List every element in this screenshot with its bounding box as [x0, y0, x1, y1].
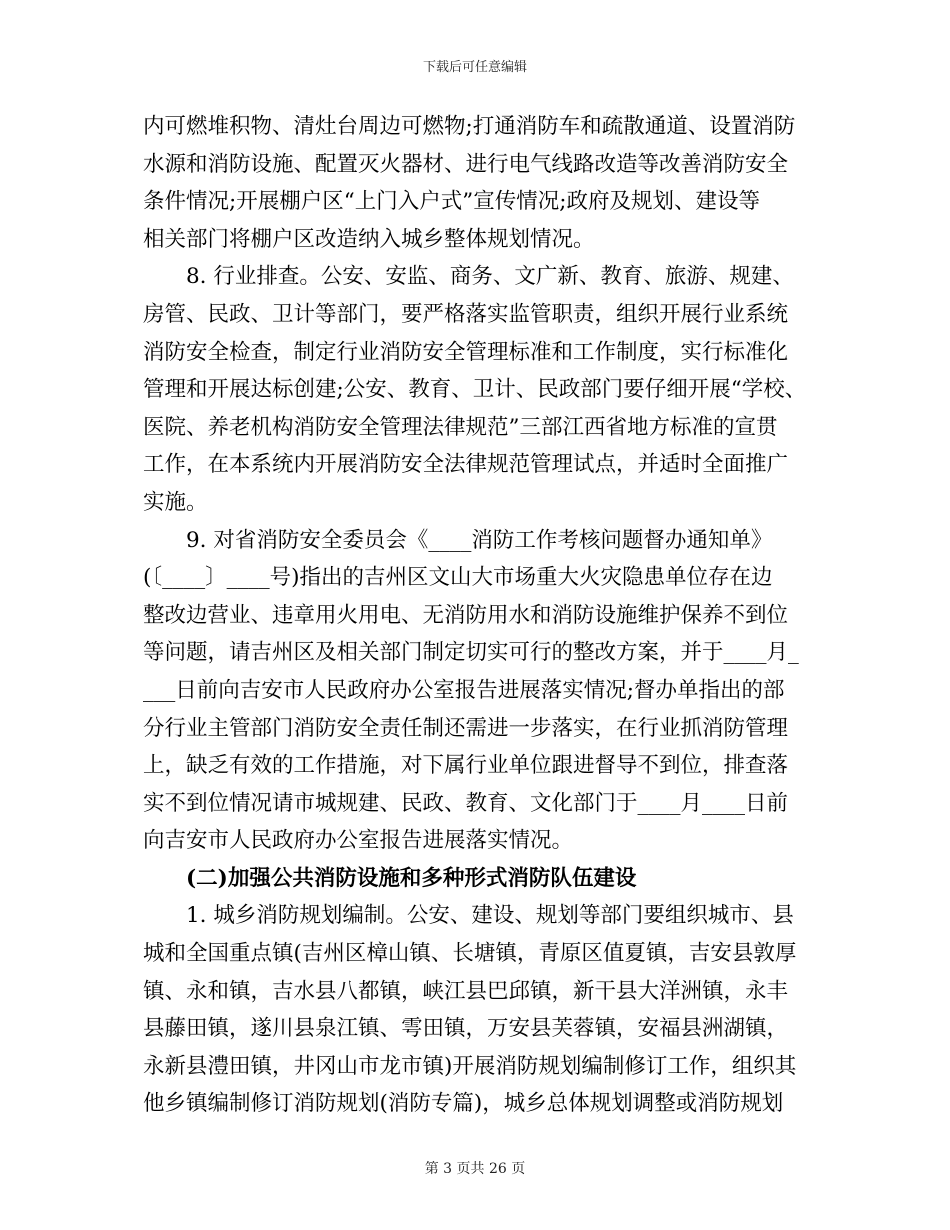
paragraph-intro	[143, 108, 823, 258]
text-line: 县藤田镇，遂川县泉江镇、雩田镇，万安县芙蓉镇，安福县洲湖镇，	[143, 1016, 789, 1042]
text-line: 城和全国重点镇(吉州区樟山镇、长塘镇，青原区值夏镇，吉安县敦厚	[143, 941, 797, 967]
text-line: 管理和开展达标创建;公安、教育、卫计、民政部门要仔细开展“学校、	[143, 377, 807, 403]
paragraph-item-9	[143, 522, 823, 860]
heading-line: (二)加强公共消防设施和多种形式消防队伍建设	[186, 865, 637, 891]
text-line: 工作，在本系统内开展消防安全法律规范管理试点，并适时全面推广	[143, 452, 789, 478]
text-line: 8. 行业排查。公安、安监、商务、文广新、教育、旅游、规建、	[186, 264, 794, 290]
page-header: 下载后可任意编辑	[422, 60, 527, 75]
text-line: 消防安全检查，制定行业消防安全管理标准和工作制度，实行标准化	[143, 339, 789, 365]
text-line: 分行业主管部门消防安全责任制还需进一步落实，在行业抓消防管理	[143, 715, 789, 741]
text-line: 1. 城乡消防规划编制。公安、建设、规划等部门要组织城市、县	[186, 903, 794, 929]
text-line: 实不到位情况请市城规建、民政、教育、文化部门于____月____日前	[143, 790, 789, 816]
text-line: 房管、民政、卫计等部门，要严格落实监管职责，组织开展行业系统	[143, 301, 789, 327]
text-line: 上，缺乏有效的工作措施，对下属行业单位跟进督导不到位，排查落	[143, 753, 789, 779]
text-line: 9. 对省消防安全委员会《____消防工作考核问题督办通知单》	[186, 527, 773, 553]
text-line: 相关部门将棚户区改造纳入城乡整体规划情况。	[143, 226, 595, 252]
text-line: 内可燃堆积物、清灶台周边可燃物;打通消防车和疏散通道、设置消防	[143, 114, 796, 139]
text-line: 实施。	[143, 489, 208, 515]
text-line: 等问题，请吉州区及相关部门制定切实可行的整改方案，并于____月_	[143, 640, 799, 666]
text-line: 条件情况;开展棚户区“上门入户式”宣传情况;政府及规划、建设等	[143, 189, 760, 215]
text-line: 向吉安市人民政府办公室报告进展落实情况。	[143, 828, 574, 854]
section-heading	[143, 860, 823, 898]
text-line: 整改边营业、违章用火用电、无消防用水和消防设施维护保养不到位	[143, 602, 789, 628]
text-line: (〔____〕____号)指出的吉州区文山大市场重大火灾隐患单位存在边	[143, 565, 773, 591]
text-line: ___日前向吉安市人民政府办公室报告进展落实情况;督办单指出的部	[143, 677, 785, 703]
text-line: 永新县澧田镇，井冈山市龙市镇)开展消防规划编制修订工作，组织其	[143, 1053, 797, 1079]
text-line: 镇、永和镇，吉水县八都镇，峡江县巴邱镇，新干县大洋洲镇，永丰	[143, 978, 789, 1004]
text-line: 水源和消防设施、配置灭火器材、进行电气线路改造等改善消防安全	[143, 151, 789, 177]
paragraph-item-1	[143, 897, 823, 1123]
text-line: 他乡镇编制修订消防规划(消防专篇)，城乡总体规划调整或消防规划	[143, 1091, 784, 1117]
paragraph-item-8	[143, 258, 823, 521]
page-footer: 第 3 页共 26 页	[424, 1161, 526, 1177]
text-line: 医院、养老机构消防安全管理法律规范”三部江西省地方标准的宣贯	[143, 414, 778, 440]
document-body	[143, 108, 823, 1123]
